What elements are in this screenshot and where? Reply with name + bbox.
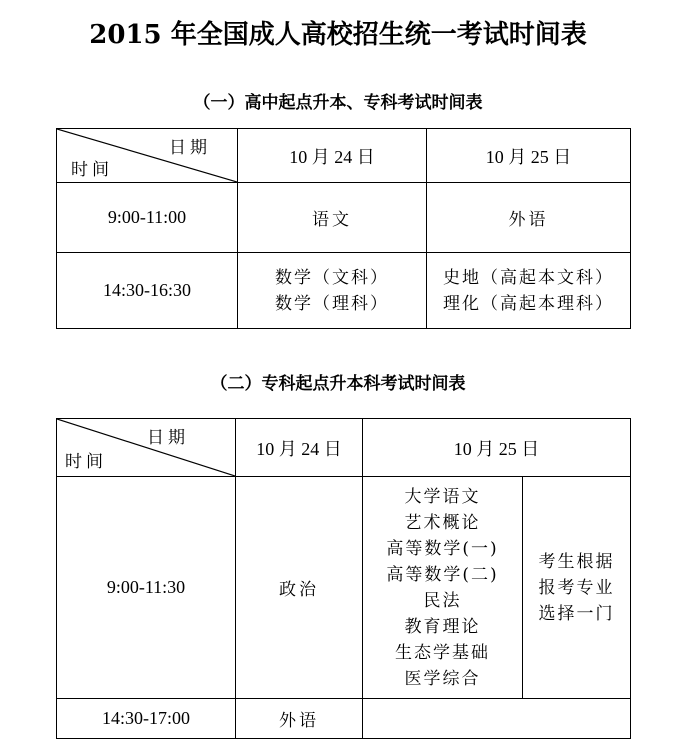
subject-line: 高等数学(一) bbox=[386, 538, 499, 559]
subject-line: 医学综合 bbox=[404, 668, 481, 689]
note-cell bbox=[523, 477, 631, 699]
note-line: 选择一门 bbox=[538, 603, 615, 624]
schedule-table-2 bbox=[56, 418, 631, 739]
subject-line: 理化（高起本理科） bbox=[443, 293, 614, 314]
subject-line: 大学语文 bbox=[404, 486, 481, 507]
page-title: 2015 年全国成人高校招生统一考试时间表 bbox=[89, 20, 587, 50]
note-line: 报考专业 bbox=[538, 577, 615, 598]
schedule-table-1 bbox=[56, 128, 631, 329]
note-line: 考生根据 bbox=[538, 551, 615, 572]
subject-line: 艺术概论 bbox=[404, 512, 481, 533]
date-header: 10 月 24 日 bbox=[236, 419, 363, 477]
subject-line: 数学（理科） bbox=[275, 293, 389, 314]
time-cell: 14:30-17:00 bbox=[57, 699, 236, 739]
header-time-label: 时间 bbox=[65, 452, 107, 472]
header-time-label: 时间 bbox=[71, 160, 113, 180]
section1-heading: （一）高中起点升本、专科考试时间表 bbox=[193, 93, 483, 113]
header-date-label: 日期 bbox=[169, 138, 211, 158]
diagonal-header-cell bbox=[57, 129, 238, 183]
subject-line: 民法 bbox=[423, 590, 462, 611]
section2-heading: （二）专科起点升本科考试时间表 bbox=[210, 374, 466, 394]
subject-cell: 外语 bbox=[236, 699, 363, 739]
subject-line: 史地（高起本文科） bbox=[443, 267, 614, 288]
empty-cell bbox=[363, 699, 631, 739]
subject-line: 教育理论 bbox=[404, 616, 481, 637]
subject-cell: 语文 bbox=[238, 183, 427, 253]
date-header: 10 月 25 日 bbox=[363, 419, 631, 477]
subject-list-cell bbox=[363, 477, 523, 699]
subject-cell bbox=[238, 253, 427, 329]
subject-cell: 外语 bbox=[427, 183, 631, 253]
subject-line: 数学（文科） bbox=[275, 267, 389, 288]
subject-cell: 政治 bbox=[236, 477, 363, 699]
subject-cell bbox=[427, 253, 631, 329]
subject-line: 高等数学(二) bbox=[386, 564, 499, 585]
diagonal-header-cell bbox=[57, 419, 236, 477]
date-header: 10 月 25 日 bbox=[427, 129, 631, 183]
date-header: 10 月 24 日 bbox=[238, 129, 427, 183]
time-cell: 14:30-16:30 bbox=[57, 253, 238, 329]
time-cell: 9:00-11:00 bbox=[57, 183, 238, 253]
time-cell: 9:00-11:30 bbox=[57, 477, 236, 699]
subject-line: 生态学基础 bbox=[395, 642, 490, 663]
header-date-label: 日期 bbox=[147, 428, 189, 448]
